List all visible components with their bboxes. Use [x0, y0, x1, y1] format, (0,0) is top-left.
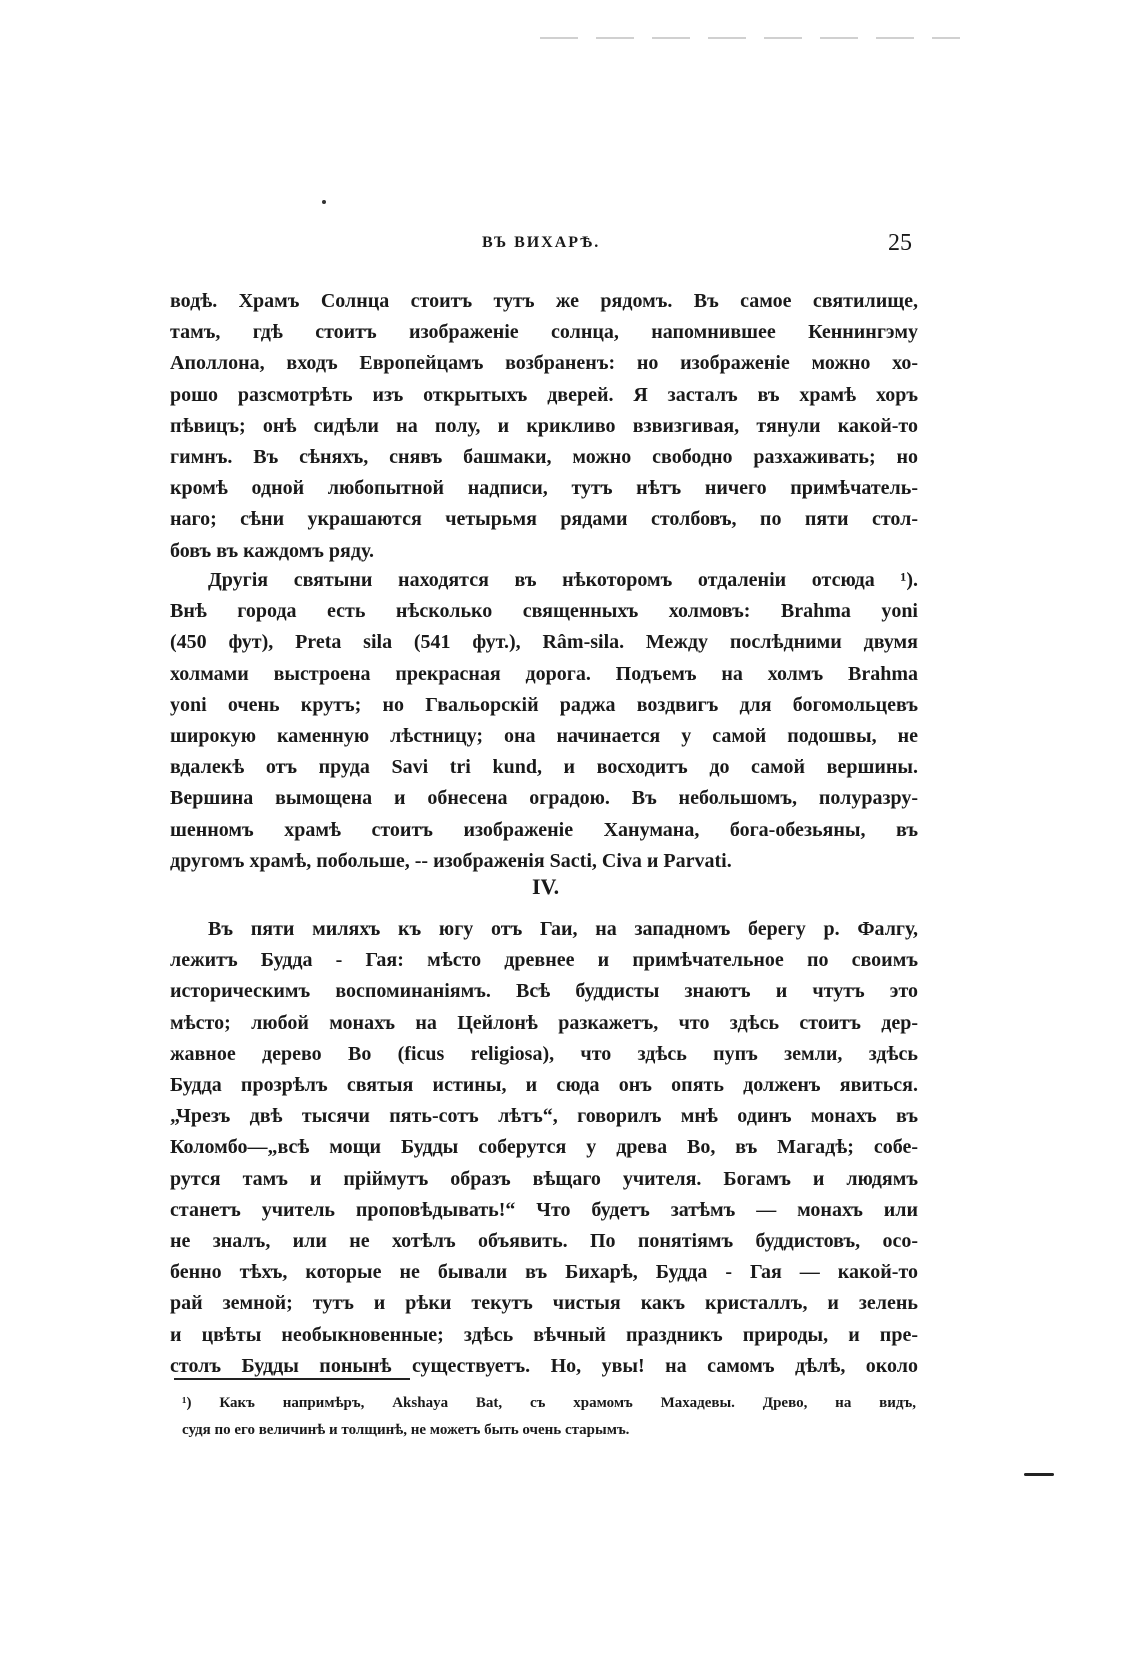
text-line: станетъ учитель проповѣдывать!“ Что будетъ затѣмъ — монахъ или	[170, 1198, 918, 1221]
footnote-rule	[174, 1378, 410, 1380]
text-line: вдалекѣ отъ пруда Savi tri kund, и восходитъ до самой вершины.	[170, 756, 918, 779]
text-line: бовъ въ каждомъ ряду.	[170, 539, 374, 562]
text-line: Аполлона, входъ Европейцамъ возбраненъ: но изображеніе можно хо-	[170, 352, 918, 375]
scan-artifact-line	[540, 37, 960, 39]
text-line: тамъ, гдѣ стоитъ изображеніе солнца, напомнившее Кеннингэму	[170, 321, 918, 344]
text-line: бенно тѣхъ, которые не бывали въ Бихарѣ, Будда - Гая — какой-то	[170, 1261, 918, 1284]
page-number: 25	[888, 230, 912, 256]
text-line: yoni очень крутъ; но Гвальорскій раджа воздвигъ для богомольцевъ	[170, 693, 918, 716]
text-line: водѣ. Храмъ Солнца стоитъ тутъ же рядомъ. Въ самое святилище,	[170, 290, 918, 312]
footnote-line: судя по его величинѣ и толщинѣ, не можетъ быть очень старымъ.	[182, 1422, 630, 1438]
text-line: столъ Будды понынѣ существуетъ. Но, увы! на самомъ дѣлѣ, около	[170, 1354, 918, 1377]
text-line: широкую каменную лѣстницу; она начинается у самой подошвы, не	[170, 725, 918, 748]
text-line: историческимъ воспоминаніямъ. Всѣ буддисты знаютъ и чтутъ это	[170, 980, 918, 1003]
text-line: рай земной; тутъ и рѣки текутъ чистыя какъ кристаллъ, и зелень	[170, 1292, 918, 1315]
section-number: IV.	[532, 874, 560, 899]
text-line: (450 фут), Preta sila (541 фут.), Râm-sila. Между послѣдними двумя	[170, 631, 918, 654]
text-line: рошо разсмотрѣть изъ открытыхъ дверей. Я засталъ въ храмѣ хоръ	[170, 383, 918, 406]
paragraph-2	[170, 565, 918, 877]
text-line: наго; сѣни украшаются четырьмя рядами столбовъ, по пяти стол-	[170, 508, 918, 531]
running-title: ВЪ ВИХАРѢ.	[482, 234, 601, 251]
text-line: кромѣ одной любопытной надписи, тутъ нѣтъ ничего примѣчатель-	[170, 477, 918, 500]
text-line: мѣсто; любой монахъ на Цейлонѣ разкажетъ, что здѣсь стоитъ дер-	[170, 1011, 918, 1034]
text-line: лежитъ Будда - Гая: мѣсто древнее и примѣчательное по своимъ	[170, 949, 918, 972]
text-line: Коломбо—„всѣ мощи Будды соберутся у древа Bo, въ Магадѣ; собе-	[170, 1136, 918, 1159]
text-line: Будда прозрѣлъ святыя истины, и сюда онъ опять долженъ явиться.	[170, 1074, 918, 1097]
text-line: Другія святыни находятся въ нѣкоторомъ отдаленіи отсюда ¹).	[208, 569, 918, 591]
paragraph-3	[170, 914, 918, 1382]
text-line: рутся тамъ и пріймутъ образъ вѣщаго учителя. Богамъ и людямъ	[170, 1167, 918, 1190]
text-line: и цвѣты необыкновенные; здѣсь вѣчный праздникъ природы, и пре-	[170, 1323, 918, 1346]
paragraph-1	[170, 286, 918, 567]
text-line: не зналъ, или не хотѣлъ объявить. По понятіямъ буддистовъ, осо-	[170, 1230, 918, 1253]
text-line: Въ пяти миляхъ къ югу отъ Гаи, на западномъ берегу р. Фалгу,	[208, 918, 918, 940]
footnote	[182, 1390, 916, 1444]
text-line: шенномъ храмѣ стоитъ изображеніе Ханумана, бога-обезьяны, въ	[170, 818, 918, 841]
footnote-line: ¹) Какъ напримѣръ, Akshaya Bat, съ храмомъ Махадевы. Древо, на видъ,	[182, 1395, 916, 1411]
text-line: другомъ храмѣ, побольше, -- изображенія Sacti, Civa и Parvati.	[170, 849, 732, 872]
text-line: Внѣ города есть нѣсколько священныхъ холмовъ: Brahma yoni	[170, 600, 918, 623]
text-line: гимнъ. Въ сѣняхъ, снявъ башмаки, можно свободно разхаживать; но	[170, 446, 918, 469]
margin-mark	[1024, 1473, 1054, 1476]
text-line: „Чрезъ двѣ тысячи пять-сотъ лѣтъ“, говорилъ мнѣ одинъ монахъ въ	[170, 1105, 918, 1128]
text-line: пѣвицъ; онѣ сидѣли на полу, и крикливо взвизгивая, тянули какой-то	[170, 414, 918, 437]
scan-speck	[322, 200, 326, 204]
text-line: Вершина вымощена и обнесена оградою. Въ небольшомъ, полуразру-	[170, 787, 918, 810]
text-line: жавное дерево Bo (ficus religiosa), что здѣсь пупъ земли, здѣсь	[170, 1042, 918, 1065]
text-line: холмами выстроена прекрасная дорога. Подъемъ на холмъ Brahma	[170, 662, 918, 685]
